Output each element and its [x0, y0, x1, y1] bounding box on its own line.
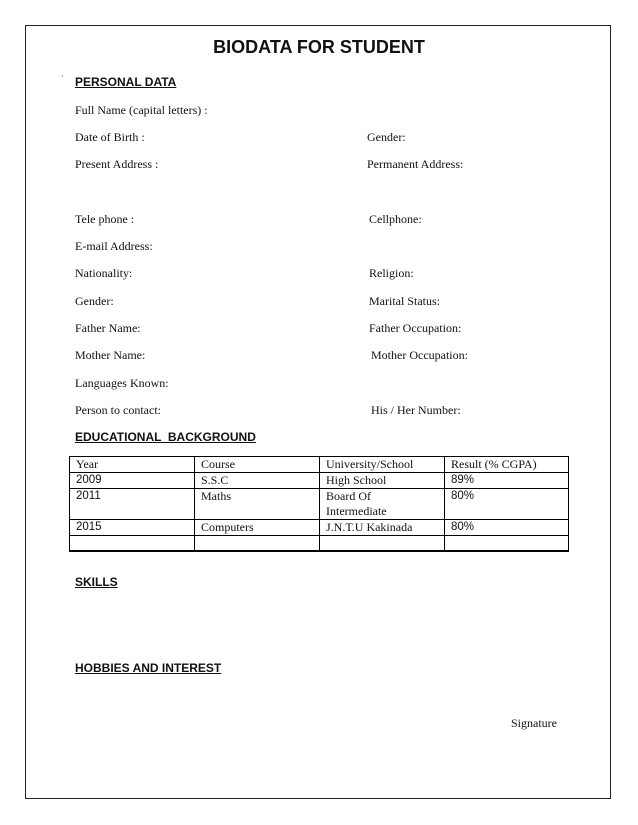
- section-personal-data: PERSONAL DATA: [75, 75, 177, 89]
- table-header-row: [70, 457, 569, 473]
- email-label: E-mail Address:: [75, 239, 153, 253]
- cell-empty: [195, 536, 320, 552]
- table-row-empty: [70, 536, 569, 552]
- cell-university: [320, 489, 445, 520]
- page-title: BIODATA FOR STUDENT: [213, 37, 425, 57]
- cell-course: Maths: [195, 489, 320, 520]
- cell-university: High School: [320, 473, 445, 489]
- person-to-contact-label: Person to contact:: [75, 403, 161, 417]
- cell-result: 80%: [445, 489, 569, 520]
- header-year: Year: [70, 457, 195, 473]
- table-row: [70, 473, 569, 489]
- cell-result: 89%: [445, 473, 569, 489]
- cell-year: 2015: [70, 520, 195, 536]
- bullet-marker: ·: [61, 72, 64, 81]
- cellphone-label: Cellphone:: [369, 212, 422, 226]
- date-of-birth-label: Date of Birth :: [75, 130, 145, 144]
- cell-course: Computers: [195, 520, 320, 536]
- cell-university: J.N.T.U Kakinada: [320, 520, 445, 536]
- section-skills: SKILLS: [75, 575, 118, 589]
- education-table: [69, 456, 569, 552]
- full-name-label: Full Name (capital letters) :: [75, 103, 208, 117]
- marital-status-label: Marital Status:: [369, 294, 440, 308]
- table-row: [70, 489, 569, 520]
- present-address-label: Present Address :: [75, 157, 159, 171]
- cell-empty: [320, 536, 445, 552]
- languages-known-label: Languages Known:: [75, 376, 169, 390]
- section-educational-background: EDUCATIONAL BACKGROUND: [75, 430, 256, 444]
- cell-year: 2011: [70, 489, 195, 520]
- permanent-address-label: Permanent Address:: [367, 157, 464, 171]
- nationality-label: Nationality:: [75, 266, 133, 280]
- mother-name-label: Mother Name:: [75, 348, 146, 362]
- cell-course: S.S.C: [195, 473, 320, 489]
- father-name-label: Father Name:: [75, 321, 141, 335]
- section-hobbies-and-interest: HOBBIES AND INTEREST: [75, 661, 222, 675]
- header-course: Course: [195, 457, 320, 473]
- cell-empty: [70, 536, 195, 552]
- father-occupation-label: Father Occupation:: [369, 321, 462, 335]
- table-row: [70, 520, 569, 536]
- cell-year: 2009: [70, 473, 195, 489]
- religion-label: Religion:: [369, 266, 414, 280]
- cell-empty: [445, 536, 569, 552]
- contact-number-label: His / Her Number:: [371, 403, 461, 417]
- telephone-label: Tele phone :: [75, 212, 135, 226]
- mother-occupation-label: Mother Occupation:: [371, 348, 468, 362]
- header-university: University/School: [320, 457, 445, 473]
- gender-label-right: Gender:: [367, 130, 406, 144]
- gender-label-left: Gender:: [75, 294, 114, 308]
- signature-label: Signature: [511, 716, 557, 730]
- header-result: Result (% CGPA): [445, 457, 569, 473]
- cell-result: 80%: [445, 520, 569, 536]
- cell-university-text: Board Of Intermediate: [326, 489, 387, 518]
